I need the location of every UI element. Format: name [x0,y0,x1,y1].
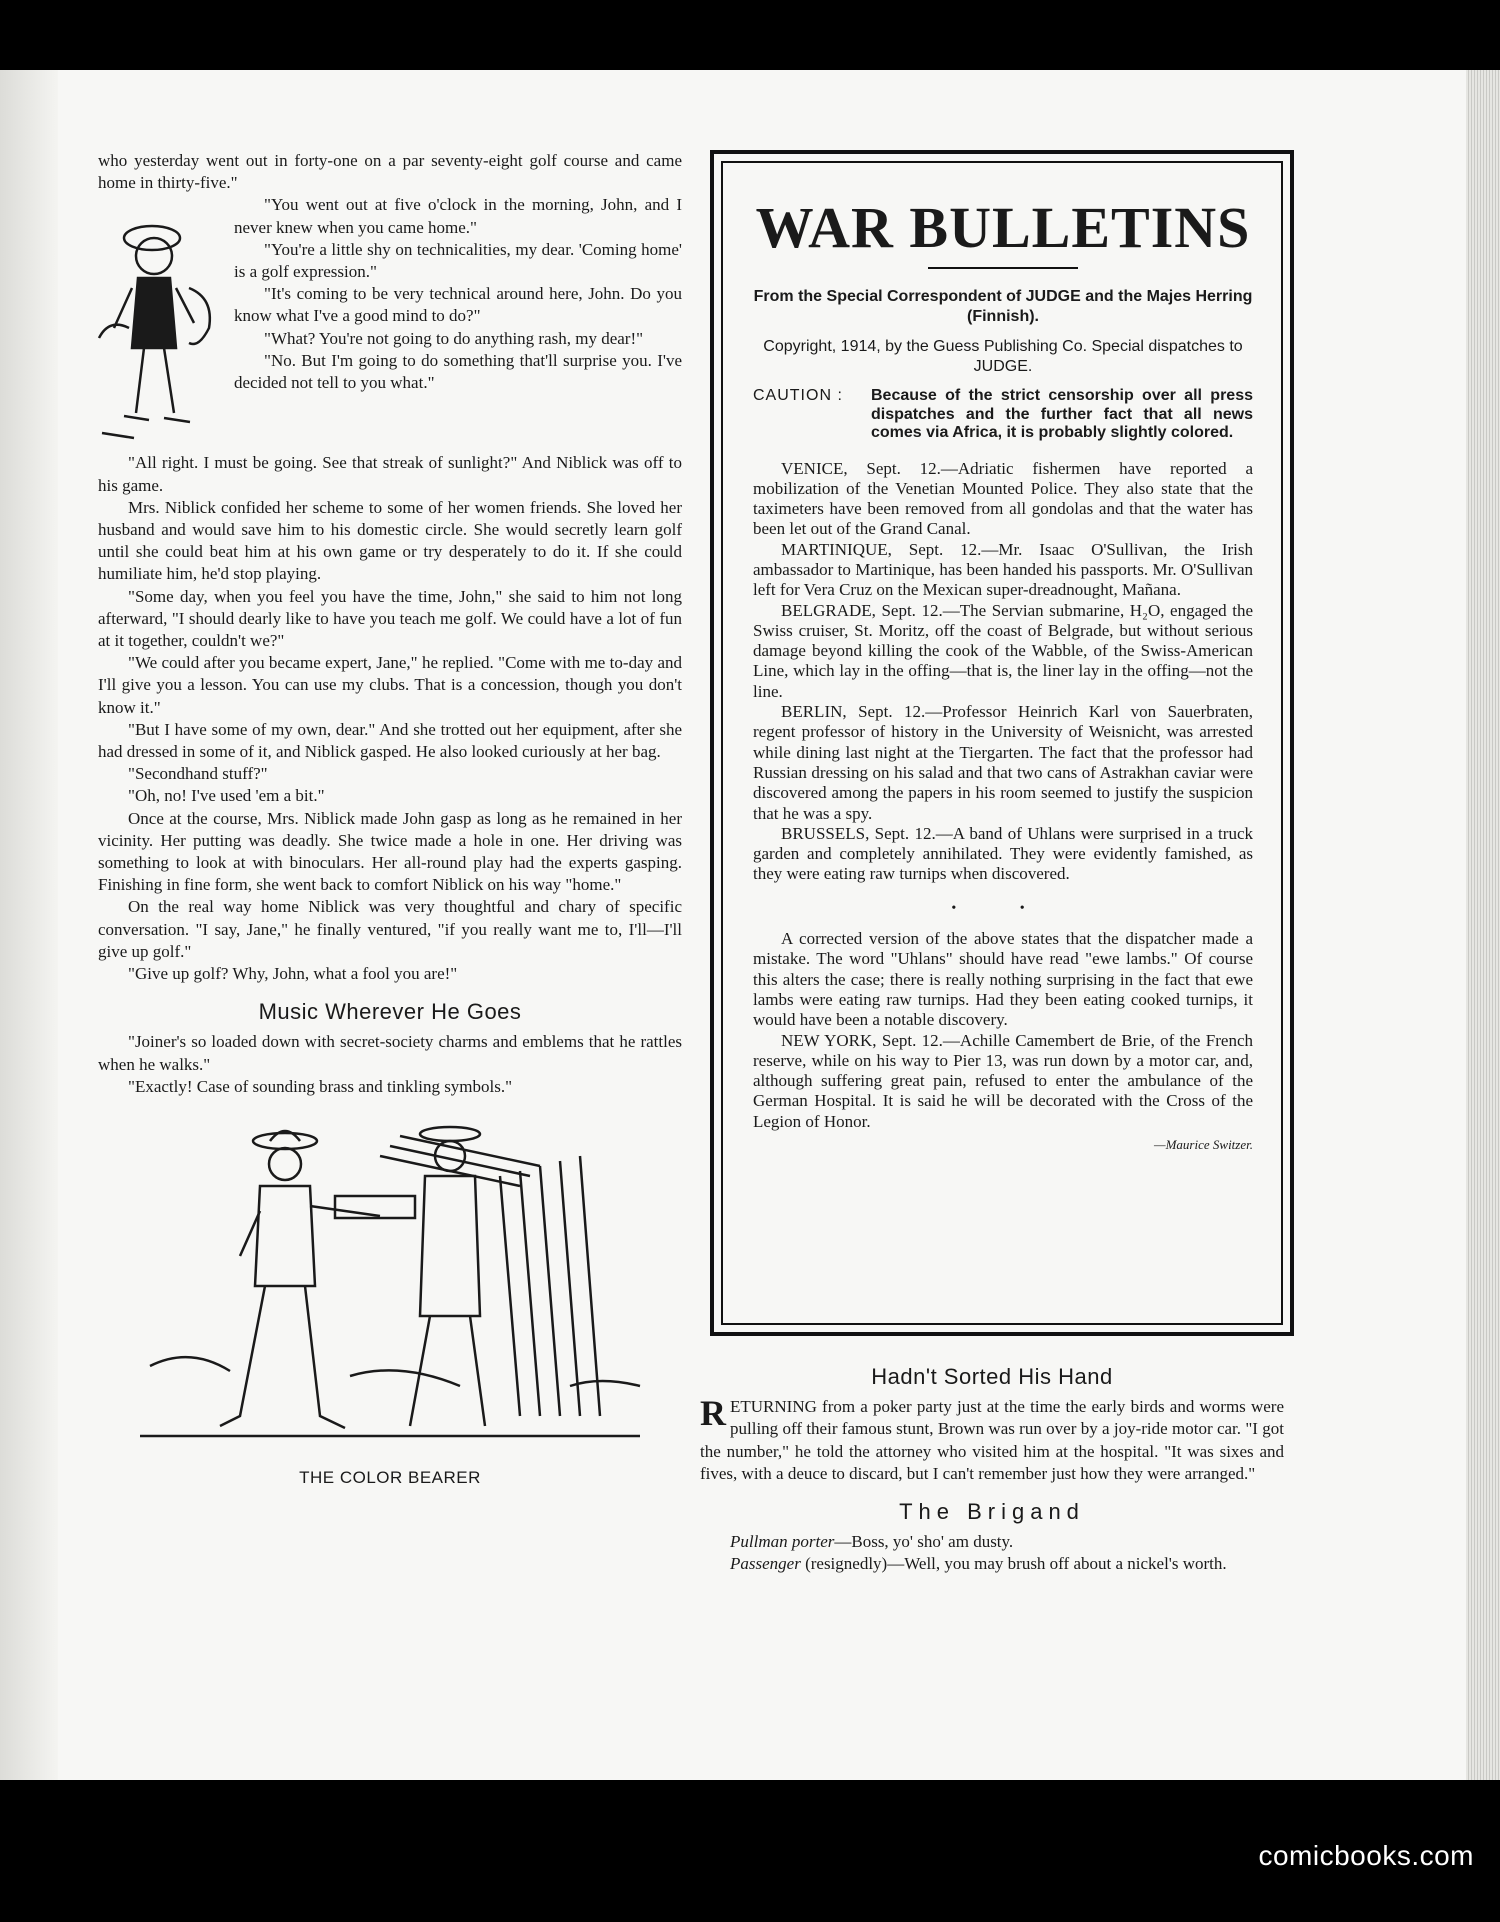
right-lower-column [700,1350,1284,1576]
war-bulletins-box [710,150,1294,1336]
war-bulletins-title: WAR BULLETINS [755,195,1251,260]
illustration-caption: THE COLOR BEARER [299,1468,481,1488]
hand-heading: Hadn't Sorted His Hand [871,1364,1113,1389]
story-paragraph: "We could after you became expert, Jane," he replied. "Come with me to-day and I'll give you a lesson. You can use my clubs. That is a concession, though you don't know it." [98,653,682,717]
dialogue-line [700,1553,1284,1575]
story-paragraph: "Secondhand stuff?" [128,764,268,784]
story-paragraph: "But I have some of my own, dear." And she trotted out her equipment, after she had dressed in some of it, and Niblick gasped. He also looked curiously at her bag. [98,719,682,762]
story-paragraph: "What? You're not going to do anything rash, my dear!" [264,328,644,348]
story-paragraph: "Some day, when you feel you have the time, John," she said to him not long afterward, "I should dearly like to have you teach me golf. We could have a lot of fun at it together, couldn't we?" [98,586,682,651]
story-paragraph: "Give up golf? Why, John, what a fool you are!" [128,964,458,984]
bulletin-copyright: Copyright, 1914, by the Guess Publishing Co. Special dispatches to JUDGE. [763,338,1243,375]
story-paragraph: who yesterday went out in forty-one on a par seventy-eight golf course and came home in thirty-five." [98,151,682,193]
correction-paragraph: A corrected version of the above states that the dispatcher made a mistake. The word "Uhlans" should have read "ewe lambs." Of course this alters the case; there is really nothing surprising in the fact that ewe lambs were eating raw turnips. Had they been eating cooked turnips, it would have been a notable discovery. [753,929,1253,1030]
speaker-porter: Pullman porter [730,1532,835,1552]
story-paragraph: "No. But I'm going to do something that'll surprise you. I've decided not tell to you what." [234,350,682,393]
story-paragraph: "Oh, no! I've used 'em a bit." [128,786,325,806]
story-paragraph: "All right. I must be going. See that streak of sunlight?" And Niblick was off to his game. [98,453,682,495]
dispatch-berlin: BERLIN, Sept. 12.—Professor Heinrich Karl von Sauerbraten, regent professor of history in the University of Weisnicht, was arrested while dining last night at the Tiergarten. The fact that the professor had Russian dressing on his salad and that two cans of Astrakhan caviar were discovered among the papers in his room seemed to justify the suspicion that he was a spy. [753,702,1253,823]
hand-paragraph [700,1393,1284,1485]
dialogue-line [700,1531,1284,1553]
dispatch-brussels: BRUSSELS, Sept. 12.—A band of Uhlans were surprised in a truck garden and completely annihilated. They were evidently famished, as they were eating raw turnips when discovered. [753,823,1253,884]
bulletin-subtitle: From the Special Correspondent of JUDGE and the Majes Herring (Finnish). [753,288,1253,325]
caution-notice [753,387,1253,443]
joke-line: "Exactly! Case of sounding brass and tinkling symbols." [128,1076,513,1096]
story-paragraph: "It's coming to be very technical around here, John. Do you know what I've a good mind to do?" [234,284,682,326]
hand-text: ETURNING from a poker party just at the time the early birds and worms were pulling off their famous stunt, Brown was run over by a joy-ride motor car. "I got the number," he told the attorney who visited him at the hospital. "It was sixes and fives, with a deuce to discard, but I can't remember just how they were arranged." [700,1397,1284,1483]
page-gutter [0,70,58,1780]
speaker-passenger: Passenger [730,1554,801,1574]
dispatch-belgrade: BELGRADE, Sept. 12.—The Servian submarine, H₂O, engaged the Swiss cruiser, St. Moritz, off the coast of Belgrade, but without serious damage beyond killing the cook of the Wabble, of the Swiss-American Line, which lay in the offing—that is, the liner lay in the offing—not the line. [753,600,1253,701]
caution-label: CAUTION : [753,387,843,404]
music-heading: Music Wherever He Goes [258,999,522,1025]
story-paragraph: On the real way home Niblick was very thoughtful and chary of specific conversation. "I say, Jane," he finally ventured, "if you really want me to, I'll—I'll give up golf." [98,897,682,961]
section-dots: • • [951,900,1055,916]
dispatch-newyork: NEW YORK, Sept. 12.—Achille Camembert de Brie, of the French reserve, while on his way to Pier 13, was run down by a motor car, and, although suffering great pain, refused to enter the ambulance of the German Hospital. It is said he will be decorated with the Cross of the Legion of Honor. [753,1030,1253,1131]
page-edge [1466,70,1500,1780]
dispatch-venice: VENICE, Sept. 12.—Adriatic fishermen have reported a mobilization of the Venetian Mounted Police. They also state that the taximeters have been removed from all gondolas and that the water has been let out of the Grand Canal. [753,458,1253,539]
story-paragraph: "You went out at five o'clock in the morning, John, and I never knew when you came home." [234,195,682,237]
story-paragraph: Once at the course, Mrs. Niblick made John gasp as long as he remained in her vicinity. Her putting was deadly. She twice made a hole in one. Her driving was something to look at with binoculars. Her all-round play had the experts gasping. Finishing in fine form, she went back to comfort Niblick on his way "home." [98,808,682,895]
caution-text: Because of the strict censorship over all press dispatches and the further fact that all news comes via Africa, it is probably slightly colored. [871,387,1253,441]
golfer-illustration [94,198,224,448]
dispatch-martinique: MARTINIQUE, Sept. 12.—Mr. Isaac O'Sullivan, the Irish ambassador to Martinique, has been handed his passports. Mr. O'Sullivan left for Vera Cruz on the Mexican super-dreadnought, Mañana. [753,539,1253,600]
brigand-heading: The Brigand [899,1499,1085,1525]
drop-cap: R [700,1393,726,1434]
joke-line: "Joiner's so loaded down with secret-society charms and emblems that he rattles when he walks." [98,1032,682,1074]
site-watermark: comicbooks.com [1258,1840,1474,1871]
porter-line: —Boss, yo' sho' am dusty. [834,1532,1014,1552]
war-bulletins-inner [721,161,1283,1325]
left-column [98,150,682,1489]
story-paragraph: Mrs. Niblick confided her scheme to some of her women friends. She loved her husband and would save him to his domestic circle. She would secretly learn golf until she could beat him at his own game or try desperately to do it. If she could humiliate him, he'd stop playing. [98,497,682,584]
color-bearer-illustration [120,1116,660,1461]
title-rule [928,267,1078,269]
author-signature: —Maurice Switzer. [1154,1137,1253,1152]
story-paragraph: "You're a little shy on technicalities, my dear. 'Coming home' is a golf expression." [234,239,682,282]
passenger-line: (resignedly)—Well, you may brush off about a nickel's worth. [800,1554,1227,1574]
